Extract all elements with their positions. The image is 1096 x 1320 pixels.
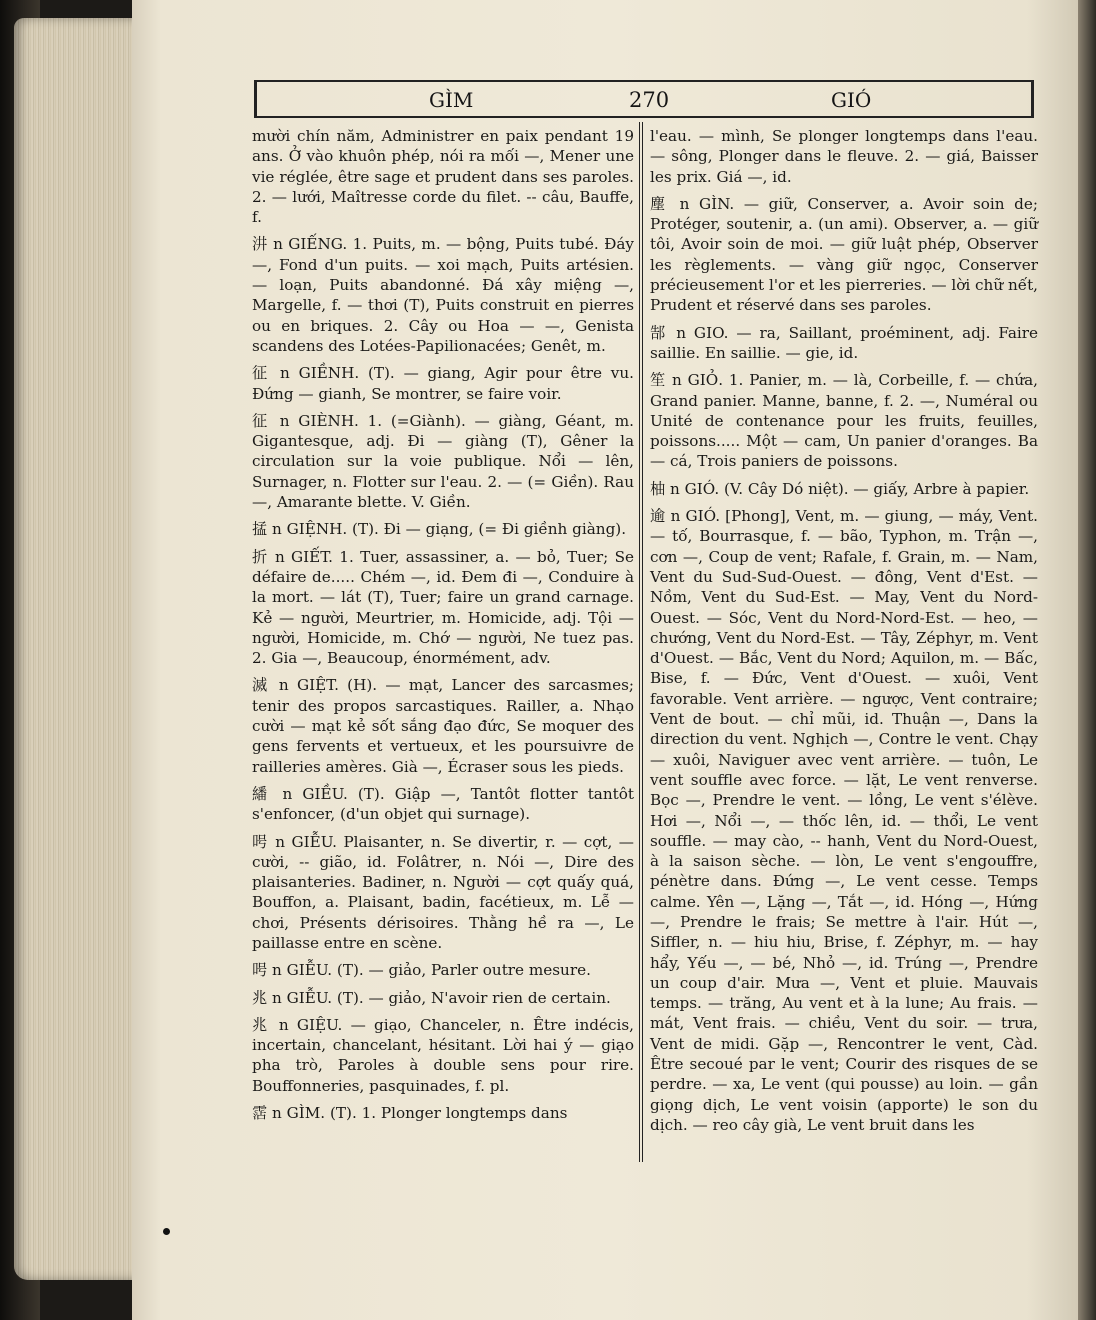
header-left-word: GÌM — [429, 88, 474, 112]
left-column — [252, 126, 634, 1130]
page-edges — [14, 18, 142, 1280]
dictionary-entry: 笙 n GIỎ. 1. Panier, m. — là, Corbeille, f. — chứa, Grand panier. Manne, banne, f. 2. —, Numéral ou Unité de contenance pour les fruits, feuilles, poissons..... Một — cam, Un panier d'oranges. Ba — cá, Trois paniers de poissons. — [650, 371, 1038, 471]
ink-speck — [163, 1228, 170, 1235]
dictionary-entry: 征 n GIÈNH. 1. (=Giành). — giàng, Géant, m. Gigantesque, adj. Đi — giàng (T), Gêner la circulation sur la voie publique. Nổi — lên, Surnager, n. Flotter sur l'eau. 2. — (= Giền). Rau —, Amarante blette. V. Giền. — [252, 411, 634, 512]
dictionary-entry: mười chín năm, Administrer en paix pendant 19 ans. Ở vào khuôn phép, nói ra mối —, Mener une vie réglée, être sage et prudent dans ses paroles. 2. — lưới, Maîtresse corde du filet. -- câu, Bauffe, f. — [252, 127, 634, 227]
right-column — [650, 126, 1038, 1142]
dictionary-entry: 呺 n GIỄU. Plaisanter, n. Se divertir, r. — cợt, — cười, -- gião, id. Folâtrer, n. Nói —, Dire des plaisanteries. Badiner, n. Người — cợt quấy quá, Bouffon, a. Plaisant, badin, facétieux, m. Lễ — chơi, Présents dérisoires. Thằng hề ra —, Le paillasse entre en scène. — [252, 832, 634, 952]
dictionary-entry: 兆 n GIỄU. (T). — giảo, N'avoir rien de certain. — [252, 988, 611, 1007]
dictionary-entry: 柚 n GIÓ. (V. Cây Dó niệt). — giấy, Arbre à papier. — [650, 479, 1030, 498]
dictionary-entry: 征 n GIỀNH. (T). — giang, Agir pour être vu. Đứng — gianh, Se montrer, se faire voir. — [252, 364, 634, 403]
dictionary-entry: l'eau. — mình, Se plonger longtemps dans l'eau. — sông, Plonger dans le fleuve. 2. — giá, Baisser les prix. Giá —, id. — [650, 127, 1038, 186]
page-gutter-shadow — [1078, 0, 1096, 1320]
column-divider — [639, 122, 643, 1162]
dictionary-entry: 呺 n GIỄU. (T). — giảo, Parler outre mesure. — [252, 961, 591, 980]
dictionary-entry: 掹 n GIỆNH. (T). Đi — giạng, (= Đi giềnh giàng). — [252, 520, 627, 539]
dictionary-entry: 繙 n GIỀU. (T). Giập —, Tantôt flotter tantôt s'enfoncer, (d'un objet qui surnage). — [252, 784, 634, 824]
header-right-word: GIÓ — [831, 88, 872, 112]
dictionary-entry: 兆 n GIỆU. — giạo, Chanceler, n. Être indécis, incertain, chancelant, hésitant. Lời hai ý — giạo pha trò, Paroles à double sens pour rire. Bouffonneries, pasquinades, f. pl. — [252, 1015, 634, 1095]
dictionary-entry: 逾 n GIÓ. [Phong], Vent, m. — giung, — máy, Vent. — tố, Bourrasque, f. — bão, Typhon, m. Trận —, cơn —, Coup de vent; Rafale, f. Grain, m. — Nam, Vent du Sud-Sud-Ouest. — đông, Vent d'Est. — Nồm, Vent du Sud-Est. — May, Vent du Nord-Ouest. — Sóc, Vent du Nord-Nord-Est. — heo, — chướng, Vent du Nord-Est. — Tây, Zéphyr, m. Vent d'Ouest. — Bắc, Vent du Nord; Aquilon, m. — Bấc, Bise, f. — Đức, Vent d'Ouest. — xuôi, Vent favorable. Vent arrière. — ngược, Vent contraire; Vent de bout. — chỉ mũi, id. Thuận —, Dans la direction du vent. Nghịch —, Contre le vent. Chạy — xuôi, Naviguer avec vent arrière. — tuôn, Le vent souffle avec force. — lặt, Le vent renverse. Bọc —, Prendre le vent. — lồng, Le vent s'élève. Hơi —, Nổi —, — thốc lên, id. — thổi, Le vent souffle. — may cào, -- hanh, Vent du Nord-Ouest, à la saison sèche. — lòn, Le vent s'engouffre, pénètre dans. Đứng —, Le vent cesse. Temps calme. Yên —, Lặng —, Tắt —, id. Hóng —, Hứng —, Prendre le frais; Se mettre à l'air. Hút —, Siffler, n. — hiu hiu, Brise, f. Zéphyr, m. — hay hẩy, Yếu —, — bé, Nhỏ —, id. Trúng —, Prendre un coup d'air. Mưa —, Vent et pluie. Mauvais temps. — trăng, Au vent et à la lune; Au frais. — mát, Vent frais. — chiều, Vent du soir. — trưa, Vent de midi. Gặp —, Rencontrer le vent, Càd. Être secoué par le vent; Courir des risques de se perdre. — xa, Le vent (qui pousse) au loin. — gần giọng dịch, Le vent voisin (apporte) le son du dịch. — reo cây già, Le vent bruit dans les — [650, 507, 1038, 1134]
running-header — [254, 80, 1034, 118]
page-number: 270 — [629, 88, 670, 112]
dictionary-entry: 郜 n GIO. — ra, Saillant, proéminent, adj. Faire saillie. En saillie. — gie, id. — [650, 323, 1038, 362]
dictionary-entry: 霑 n GÌM. (T). 1. Plonger longtemps dans — [252, 1104, 568, 1123]
dictionary-entry: 塵 n GÌN. — giữ, Conserver, a. Avoir soin de; Protéger, soutenir, a. (un ami). Observer, a. — giữ tôi, Avoir soin de moi. — giữ luật phép, Observer les règlements. — vàng giữ ngọc, Conserver précieusement l'or et les pierreries. — lời chữ nết, Prudent et réservé dans ses paroles. — [650, 194, 1038, 315]
dictionary-entry: 汫 n GIẾNG. 1. Puits, m. — bộng, Puits tubé. Đáy —, Fond d'un puits. — xoi mạch, Puits artésien. — loạn, Puits abandonné. Đá xây miệng —, Margelle, f. — thơi (T), Puits construit en pierres ou en briques. 2. Cây ou Hoa — —, Genista scandens des Lotées-Papilionacées; Genêt, m. — [252, 235, 634, 355]
dictionary-entry: 滅 n GIỆT. (H). — mạt, Lancer des sarcasmes; tenir des propos sarcastiques. Railler, a. Nhạo cười — mạt kẻ sốt sắng đạo đức, Se moquer des gens fervents et vertueux, et les poursuivre de railleries amères. Già —, Écraser sous les pieds. — [252, 676, 634, 776]
dictionary-entry: 折 n GIẾT. 1. Tuer, assassiner, a. — bỏ, Tuer; Se défaire de..... Chém —, id. Đem đi —, Conduire à la mort. — lát (T), Tuer; faire un grand carnage. Kẻ — người, Meurtrier, m. Homicide, adj. Tội — người, Homicide, m. Chớ — người, Ne tuez pas. 2. Gia —, Beaucoup, énormément, adv. — [252, 547, 634, 668]
